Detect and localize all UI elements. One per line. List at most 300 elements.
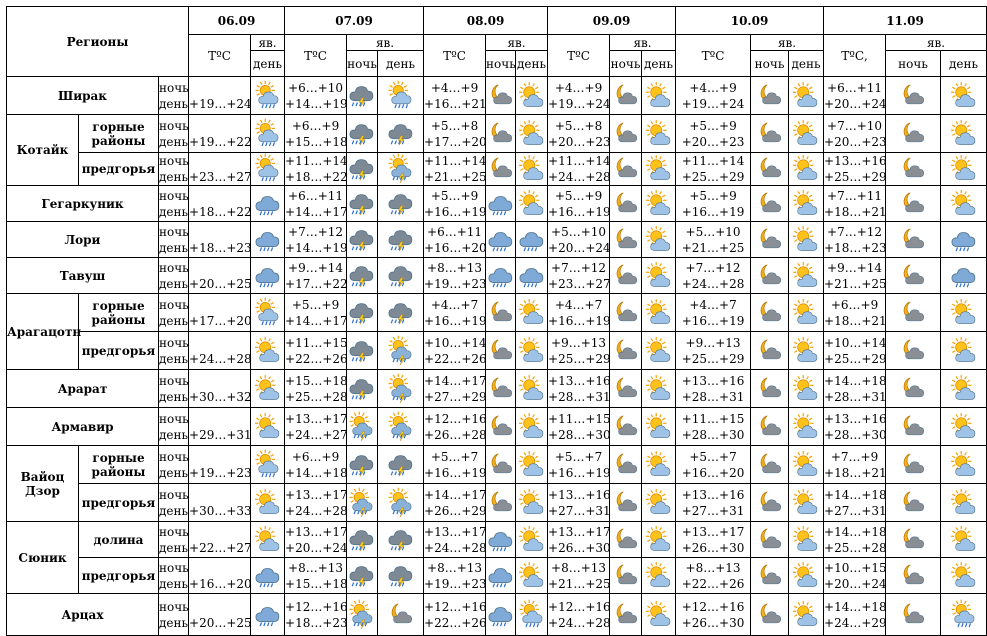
- subregion-name: горные районы: [79, 115, 159, 153]
- night-temp: +6…+11: [827, 80, 883, 95]
- sun-cloud-icon: [642, 558, 676, 594]
- night-day-labels: [159, 558, 189, 594]
- sun-cloud-icon: [941, 558, 987, 594]
- moon-cloud-icon: [610, 522, 642, 558]
- cloud-thunder-rain-icon: [347, 522, 378, 558]
- day-header: день: [378, 51, 424, 77]
- temp-range-cell: [424, 222, 486, 258]
- cloud-rain-icon: [486, 558, 516, 594]
- cloud-rain-icon: [516, 222, 548, 258]
- table-row: [7, 522, 987, 558]
- date-header: 07.09: [285, 7, 424, 35]
- day-temp: +17…+20: [424, 134, 487, 149]
- day-header: день: [789, 51, 824, 77]
- sun-cloud-thunder-icon: [347, 484, 378, 522]
- moon-cloud-icon: [751, 332, 789, 370]
- region-name: Арцах: [7, 594, 159, 636]
- sun-cloud-icon: [516, 408, 548, 446]
- day-header: день: [941, 51, 987, 77]
- sun-cloud-icon: [789, 153, 824, 186]
- table-row: [7, 408, 987, 446]
- day-label: день: [159, 427, 189, 442]
- cloud-thunder-rain-icon: [347, 77, 378, 115]
- table-row: [7, 115, 987, 153]
- night-temp: +13…+16: [548, 373, 611, 388]
- night-temp: +6…+11: [427, 224, 483, 239]
- night-temp: +5…+7: [689, 449, 737, 464]
- sun-cloud-rain-icon: [378, 77, 424, 115]
- cloud-thunder-rain-icon: [347, 294, 378, 332]
- day-temp: +20…+24: [824, 96, 887, 111]
- day-temp: +28…+31: [548, 389, 611, 404]
- day-temp: +20…+24: [824, 576, 887, 591]
- night-temp: +11…+14: [285, 154, 348, 168]
- night-temp: +8…+13: [427, 560, 483, 575]
- region-name: Тавуш: [7, 258, 159, 294]
- day-temp: +21…+25: [824, 276, 887, 291]
- day-temp: +16…+19: [548, 313, 611, 328]
- sun-cloud-thunder-icon: [378, 408, 424, 446]
- temp-header: ТºС: [285, 35, 347, 77]
- temp-range-cell: [548, 522, 610, 558]
- day-label: день: [159, 576, 189, 591]
- temp-range-cell: [285, 446, 347, 484]
- night-day-labels: [159, 115, 189, 153]
- night-temp: +13…+16: [681, 373, 745, 388]
- sun-cloud-thunder-icon: [347, 408, 378, 446]
- night-temp: +7…+12: [551, 260, 607, 275]
- temp-range-cell: [424, 153, 486, 186]
- phenomena-header: яв.: [886, 35, 987, 51]
- temp-range-cell: [548, 153, 610, 186]
- moon-cloud-icon: [886, 153, 941, 186]
- temp-range-cell: [824, 186, 886, 222]
- temp-range-cell: [548, 484, 610, 522]
- temp-header: ТºС: [548, 35, 610, 77]
- sun-cloud-icon: [516, 522, 548, 558]
- sun-cloud-icon: [642, 258, 676, 294]
- sun-cloud-icon: [789, 522, 824, 558]
- night-temp: +6…+9: [291, 118, 340, 133]
- moon-cloud-icon: [751, 77, 789, 115]
- day-temp: +25…+28: [824, 540, 887, 555]
- night-label: ночь: [159, 599, 189, 614]
- moon-cloud-icon: [751, 186, 789, 222]
- cloud-thunder-rain-icon: [347, 258, 378, 294]
- night-temp: +4…+7: [430, 297, 479, 312]
- temp-range-cell: [285, 408, 347, 446]
- sun-cloud-icon: [516, 370, 548, 408]
- day-label: день: [159, 540, 189, 555]
- temp-range-cell: [285, 153, 347, 186]
- night-day-labels: [159, 332, 189, 370]
- cloud-thunder-rain-icon: [347, 446, 378, 484]
- cloud-rain-icon: [251, 186, 285, 222]
- night-day-labels: [159, 77, 189, 115]
- moon-cloud-icon: [751, 258, 789, 294]
- night-temp: +7…+12: [827, 224, 883, 239]
- sun-cloud-icon: [642, 153, 676, 186]
- moon-cloud-icon: [610, 332, 642, 370]
- phenomena-header: яв.: [251, 35, 285, 51]
- temp-range-cell: [285, 115, 347, 153]
- moon-cloud-icon: [610, 408, 642, 446]
- day-label: день: [159, 465, 189, 480]
- moon-cloud-icon: [751, 522, 789, 558]
- cloud-rain-icon: [486, 186, 516, 222]
- temp-range-cell: [676, 294, 751, 332]
- temp-header: ТºС,: [824, 35, 886, 77]
- temp-range-cell: [824, 558, 886, 594]
- night-temp: +5…+9: [430, 188, 479, 203]
- table-row: [7, 222, 987, 258]
- night-temp: +14…+17: [424, 487, 487, 502]
- day-temp: +16…+20: [424, 240, 487, 255]
- sun-cloud-icon: [789, 446, 824, 484]
- cloud-rain-icon: [486, 222, 516, 258]
- night-temp: +6…+9: [830, 297, 879, 312]
- night-temp: +12…+16: [424, 599, 487, 614]
- day-temp: +19…+23: [424, 276, 487, 291]
- sun-cloud-icon: [789, 558, 824, 594]
- moon-cloud-icon: [886, 594, 941, 636]
- sun-cloud-icon: [941, 294, 987, 332]
- moon-cloud-icon: [486, 115, 516, 153]
- sun-cloud-icon: [642, 115, 676, 153]
- night-temp: +4…+9: [430, 80, 479, 95]
- day-temp: +26…+30: [681, 540, 745, 555]
- temp-range-cell: [189, 446, 251, 484]
- moon-cloud-icon: [751, 558, 789, 594]
- day-label: день: [159, 276, 189, 291]
- temp-range-cell: [424, 446, 486, 484]
- table-row: [7, 153, 987, 186]
- temp-range-cell: [189, 332, 251, 370]
- day-temp: +21…+25: [681, 240, 745, 255]
- temp-range-cell: [824, 522, 886, 558]
- moon-cloud-icon: [610, 446, 642, 484]
- temp-range-cell: [824, 77, 886, 115]
- day-temp: +16…+20: [681, 465, 745, 480]
- day-temp: +20…+25: [189, 276, 252, 291]
- day-temp: +20…+25: [189, 615, 252, 630]
- day-temp: +19…+23: [424, 576, 487, 591]
- temp-header: ТºС: [676, 35, 751, 77]
- temp-range-cell: [676, 522, 751, 558]
- night-temp: +12…+16: [548, 599, 611, 614]
- temp-range-cell: [424, 77, 486, 115]
- sun-cloud-icon: [516, 186, 548, 222]
- night-temp: +5…+10: [551, 224, 607, 239]
- temp-range-cell: [189, 294, 251, 332]
- night-label: ночь: [159, 188, 189, 203]
- table-row: [7, 186, 987, 222]
- cloud-thunder-rain-icon: [347, 370, 378, 408]
- cloud-thunder-rain-icon: [347, 153, 378, 186]
- day-temp: +17…+22: [285, 276, 348, 291]
- night-temp: +7…+9: [830, 449, 879, 464]
- night-temp: +13…+16: [824, 411, 887, 426]
- sun-cloud-icon: [642, 446, 676, 484]
- sun-cloud-rain-icon: [251, 77, 285, 115]
- night-day-labels: [159, 446, 189, 484]
- day-label: день: [159, 96, 189, 111]
- night-temp: +13…+16: [548, 487, 611, 502]
- night-header: ночь: [751, 51, 789, 77]
- region-name: Лори: [7, 222, 159, 258]
- temp-range-cell: [189, 594, 251, 636]
- temp-range-cell: [824, 222, 886, 258]
- day-temp: +22…+26: [285, 351, 348, 366]
- temp-range-cell: [189, 77, 251, 115]
- night-temp: +7…+11: [827, 188, 883, 203]
- temp-range-cell: [285, 258, 347, 294]
- sun-cloud-icon: [251, 484, 285, 522]
- temp-header: ТºС: [189, 35, 251, 77]
- day-temp: +16…+19: [424, 313, 487, 328]
- day-temp: +21…+25: [424, 170, 487, 184]
- temp-range-cell: [548, 222, 610, 258]
- moon-cloud-icon: [378, 594, 424, 636]
- sun-cloud-icon: [642, 522, 676, 558]
- night-temp: +10…+14: [824, 335, 887, 350]
- sun-cloud-icon: [642, 484, 676, 522]
- cloud-rain-icon: [251, 258, 285, 294]
- moon-cloud-icon: [610, 115, 642, 153]
- sun-cloud-icon: [789, 222, 824, 258]
- temp-range-cell: [285, 186, 347, 222]
- moon-cloud-icon: [751, 446, 789, 484]
- temp-range-cell: [548, 332, 610, 370]
- temp-range-cell: [424, 115, 486, 153]
- table-row: [7, 258, 987, 294]
- cloud-rain-icon: [251, 222, 285, 258]
- phenomena-header: яв.: [610, 35, 676, 51]
- sun-cloud-icon: [642, 594, 676, 636]
- sun-cloud-icon: [516, 153, 548, 186]
- sun-cloud-icon: [941, 446, 987, 484]
- temp-range-cell: [824, 115, 886, 153]
- moon-cloud-icon: [486, 446, 516, 484]
- sun-cloud-icon: [516, 77, 548, 115]
- sun-cloud-icon: [789, 186, 824, 222]
- day-label: день: [159, 134, 189, 149]
- moon-cloud-icon: [610, 153, 642, 186]
- day-temp: +19…+24: [681, 96, 745, 111]
- table-row: [7, 594, 987, 636]
- night-header: ночь: [886, 51, 941, 77]
- day-temp: +19…+24: [548, 96, 611, 111]
- day-temp: +20…+23: [824, 134, 887, 149]
- region-name: Гегаркуник: [7, 186, 159, 222]
- sun-cloud-icon: [642, 408, 676, 446]
- region-name: Арагацотн: [7, 294, 79, 370]
- day-temp: +18…+23: [824, 240, 887, 255]
- sun-cloud-rain-icon: [251, 153, 285, 186]
- day-temp: +19…+22: [189, 134, 252, 149]
- day-temp: +22…+26: [681, 576, 745, 591]
- region-name: Арарат: [7, 370, 159, 408]
- day-temp: +25…+29: [681, 170, 745, 184]
- moon-cloud-icon: [486, 332, 516, 370]
- temp-range-cell: [424, 484, 486, 522]
- moon-cloud-icon: [886, 370, 941, 408]
- sun-cloud-icon: [789, 294, 824, 332]
- sun-cloud-icon: [789, 258, 824, 294]
- subregion-name: предгорья: [79, 153, 159, 186]
- night-label: ночь: [159, 335, 189, 350]
- date-header: 08.09: [424, 7, 548, 35]
- night-temp: +13…+17: [424, 524, 487, 539]
- phenomena-header: яв.: [347, 35, 424, 51]
- day-temp: +25…+29: [548, 351, 611, 366]
- day-temp: +28…+30: [681, 427, 745, 442]
- moon-cloud-icon: [886, 522, 941, 558]
- temp-range-cell: [189, 115, 251, 153]
- table-row: [7, 446, 987, 484]
- cloud-thunder-rain-icon: [378, 222, 424, 258]
- sun-cloud-icon: [516, 558, 548, 594]
- moon-cloud-icon: [886, 484, 941, 522]
- subregion-name: предгорья: [79, 484, 159, 522]
- moon-cloud-icon: [751, 222, 789, 258]
- day-temp: +17…+20: [189, 313, 252, 328]
- night-temp: +11…+14: [681, 154, 745, 168]
- night-temp: +7…+10: [827, 118, 883, 133]
- moon-cloud-icon: [610, 222, 642, 258]
- temp-range-cell: [424, 294, 486, 332]
- temp-range-cell: [189, 408, 251, 446]
- cloud-thunder-rain-icon: [378, 446, 424, 484]
- temp-range-cell: [189, 558, 251, 594]
- day-temp: +15…+18: [285, 576, 348, 591]
- night-temp: +11…+15: [681, 411, 745, 426]
- temp-range-cell: [189, 370, 251, 408]
- temp-range-cell: [285, 594, 347, 636]
- moon-cloud-icon: [486, 484, 516, 522]
- day-temp: +14…+19: [285, 240, 348, 255]
- day-temp: +28…+31: [824, 389, 887, 404]
- temp-range-cell: [424, 594, 486, 636]
- day-temp: +28…+30: [824, 427, 887, 442]
- temp-range-cell: [676, 408, 751, 446]
- table-row: [7, 370, 987, 408]
- night-temp: +15…+18: [285, 373, 348, 388]
- temp-range-cell: [189, 484, 251, 522]
- moon-cloud-icon: [486, 408, 516, 446]
- cloud-thunder-rain-icon: [347, 115, 378, 153]
- temp-range-cell: [285, 484, 347, 522]
- night-temp: +13…+17: [285, 487, 348, 502]
- night-temp: +6…+11: [288, 188, 344, 203]
- sun-cloud-icon: [789, 408, 824, 446]
- subregion-name: горные районы: [79, 446, 159, 484]
- phenomena-header: яв.: [486, 35, 548, 51]
- temp-range-cell: [285, 332, 347, 370]
- night-label: ночь: [159, 524, 189, 539]
- moon-cloud-icon: [751, 153, 789, 186]
- day-temp: +16…+20: [189, 576, 252, 591]
- day-temp: +18…+23: [285, 615, 348, 630]
- moon-cloud-icon: [886, 258, 941, 294]
- sun-cloud-icon: [941, 77, 987, 115]
- night-temp: +5…+7: [554, 449, 603, 464]
- temp-range-cell: [548, 370, 610, 408]
- cloud-thunder-rain-icon: [378, 522, 424, 558]
- night-temp: +13…+17: [681, 524, 745, 539]
- day-temp: +26…+30: [548, 540, 611, 555]
- day-temp: +18…+22: [189, 204, 252, 219]
- day-temp: +24…+28: [285, 503, 348, 518]
- temp-range-cell: [424, 522, 486, 558]
- temp-range-cell: [676, 153, 751, 186]
- sun-cloud-rain-icon: [251, 446, 285, 484]
- night-temp: +6…+9: [291, 449, 340, 464]
- night-label: ночь: [159, 449, 189, 464]
- cloud-rain-icon: [516, 258, 548, 294]
- moon-cloud-icon: [886, 446, 941, 484]
- day-temp: +16…+19: [548, 465, 611, 480]
- sun-cloud-icon: [642, 77, 676, 115]
- sun-cloud-icon: [941, 522, 987, 558]
- cloud-thunder-rain-icon: [378, 558, 424, 594]
- sun-cloud-rain-icon: [251, 115, 285, 153]
- moon-cloud-icon: [751, 484, 789, 522]
- temp-range-cell: [424, 408, 486, 446]
- night-temp: +9…+13: [685, 335, 741, 350]
- moon-cloud-icon: [610, 558, 642, 594]
- sun-cloud-icon: [516, 484, 548, 522]
- table-row: [7, 77, 987, 115]
- temp-range-cell: [548, 408, 610, 446]
- sun-cloud-icon: [941, 186, 987, 222]
- temp-range-cell: [548, 258, 610, 294]
- night-header: ночь: [610, 51, 642, 77]
- temp-range-cell: [189, 258, 251, 294]
- cloud-thunder-rain-icon: [378, 186, 424, 222]
- sun-cloud-icon: [941, 484, 987, 522]
- day-temp: +18…+21: [824, 465, 887, 480]
- day-temp: +27…+31: [548, 503, 611, 518]
- night-header: ночь: [486, 51, 516, 77]
- sun-cloud-thunder-icon: [347, 594, 378, 636]
- moon-cloud-icon: [751, 370, 789, 408]
- temp-range-cell: [676, 446, 751, 484]
- day-temp: +16…+19: [424, 465, 487, 480]
- moon-cloud-icon: [486, 77, 516, 115]
- sun-cloud-icon: [516, 446, 548, 484]
- night-temp: +14…+17: [424, 373, 487, 388]
- cloud-rain-icon: [486, 522, 516, 558]
- cloud-thunder-rain-icon: [347, 558, 378, 594]
- moon-cloud-icon: [886, 408, 941, 446]
- day-temp: +24…+28: [424, 540, 487, 555]
- day-temp: +26…+29: [424, 503, 487, 518]
- night-day-labels: [159, 522, 189, 558]
- day-temp: +16…+19: [681, 313, 745, 328]
- moon-cloud-icon: [610, 594, 642, 636]
- sun-cloud-icon: [941, 370, 987, 408]
- region-name: Сюник: [7, 522, 79, 594]
- cloud-thunder-rain-icon: [347, 332, 378, 370]
- day-temp: +16…+21: [424, 96, 487, 111]
- day-temp: +16…+19: [548, 204, 611, 219]
- region-name: Вайоц Дзор: [7, 446, 79, 522]
- night-header: ночь: [347, 51, 378, 77]
- day-label: день: [159, 503, 189, 518]
- day-temp: +14…+17: [285, 204, 348, 219]
- day-header: день: [642, 51, 676, 77]
